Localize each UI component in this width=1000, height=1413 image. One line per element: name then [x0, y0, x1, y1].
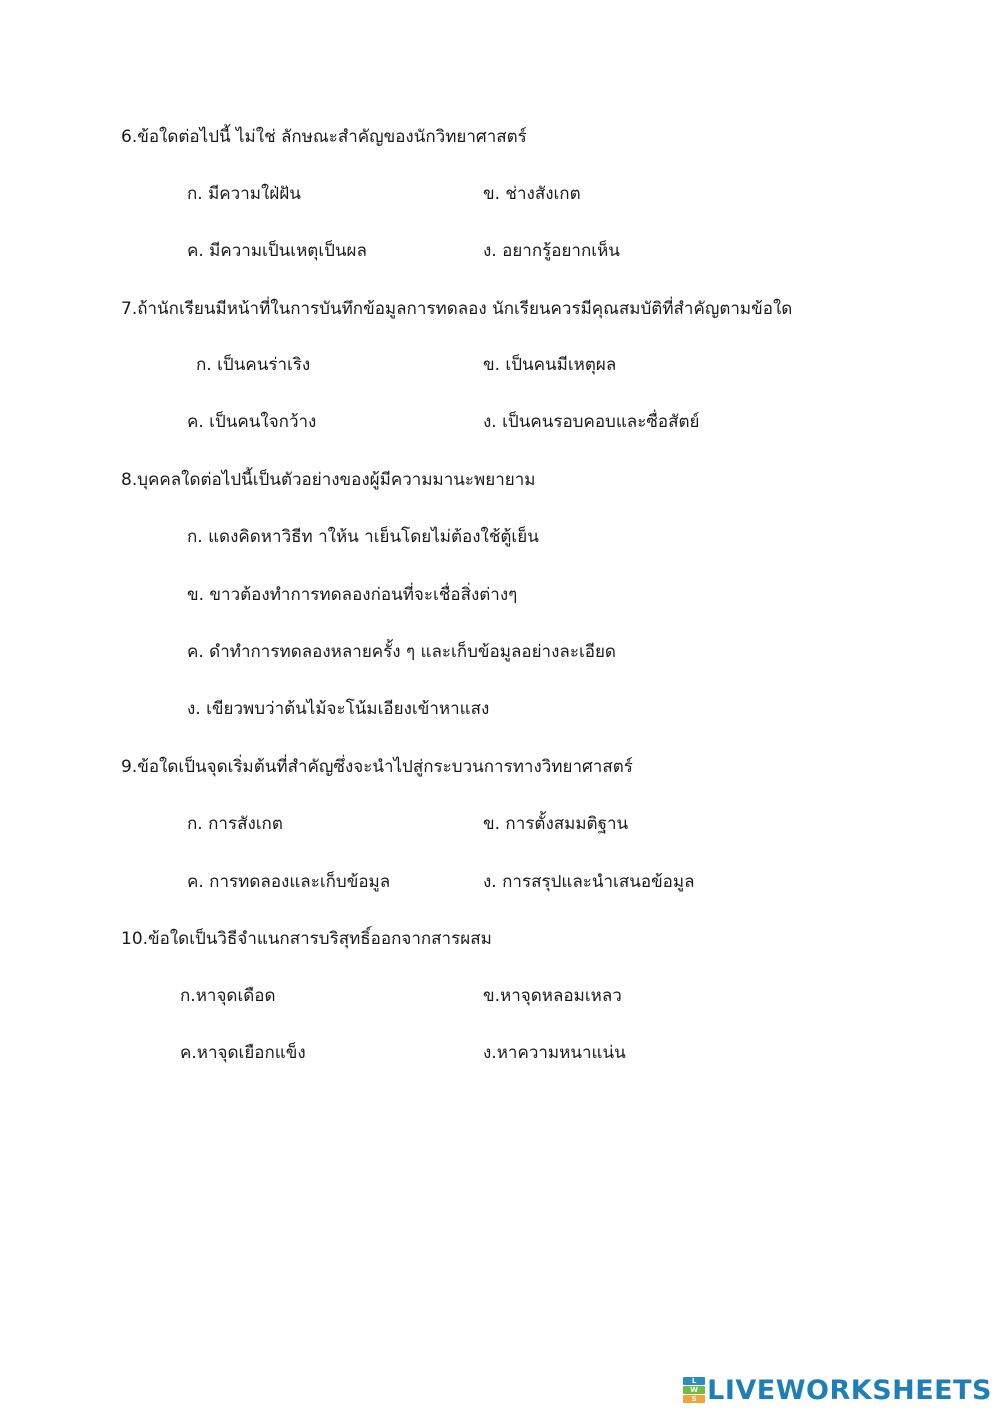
question-7-option-b[interactable]: ข. เป็นคนมีเหตุผล: [483, 355, 617, 375]
question-7-option-d[interactable]: ง. เป็นคนรอบคอบและซื่อสัตย์: [483, 412, 700, 432]
question-10-text: 10.ข้อใดเป็นวิธีจำแนกสารบริสุทธิ์ออกจากสารผสม: [121, 929, 492, 949]
question-8-option-c[interactable]: ค. ดำทำการทดลองหลายครั้ง ๆ และเก็บข้อมูลอย่างละเอียด: [187, 642, 616, 662]
question-9-text: 9.ข้อใดเป็นจุดเริ่มต้นที่สำคัญซึ่งจะนำไปสู่กระบวนการทางวิทยาศาสตร์: [121, 757, 633, 777]
question-10-option-a[interactable]: ก.หาจุดเดือด: [180, 986, 276, 1006]
question-8-option-b[interactable]: ข. ขาวต้องทำการทดลองก่อนที่จะเชื่อสิ่งต่างๆ: [187, 585, 518, 605]
liveworksheets-wordmark: LIVEWORKSHEETS: [707, 1374, 992, 1406]
question-10-option-b[interactable]: ข.หาจุดหลอมเหลว: [483, 986, 622, 1006]
question-6-option-c[interactable]: ค. มีความเป็นเหตุเป็นผล: [187, 241, 367, 261]
question-6-option-d[interactable]: ง. อยากรู้อยากเห็น: [483, 241, 620, 261]
question-7-option-a[interactable]: ก. เป็นคนร่าเริง: [196, 355, 311, 375]
question-10-option-d[interactable]: ง.หาความหนาแน่น: [483, 1043, 626, 1063]
question-9-option-b[interactable]: ข. การตั้งสมมติฐาน: [483, 814, 629, 834]
question-7-option-c[interactable]: ค. เป็นคนใจกว้าง: [187, 412, 317, 432]
question-9-option-a[interactable]: ก. การสังเกต: [187, 814, 283, 834]
question-9-option-c[interactable]: ค. การทดลองและเก็บข้อมูล: [187, 872, 391, 892]
question-6-text: 6.ข้อใดต่อไปนี้ ไม่ใช่ ลักษณะสำคัญของนักวิทยาศาสตร์: [121, 127, 527, 147]
question-6-option-a[interactable]: ก. มีความใฝ่ฝัน: [187, 184, 301, 204]
logo-letter: S: [683, 1395, 705, 1403]
logo-letter: W: [683, 1386, 705, 1394]
liveworksheets-logo-icon: [683, 1377, 705, 1403]
question-10-option-c[interactable]: ค.หาจุดเยือกแข็ง: [180, 1043, 306, 1063]
liveworksheets-watermark: [683, 1375, 992, 1405]
question-8-text: 8.บุคคลใดต่อไปนี้เป็นตัวอย่างของผู้มีความมานะพยายาม: [121, 470, 536, 490]
question-8-option-a[interactable]: ก. แดงคิดหาวิธีท าให้น าเย็นโดยไม่ต้องใช้ตู้เย็น: [187, 527, 539, 547]
question-7-text: 7.ถ้านักเรียนมีหน้าที่ในการบันทึกข้อมูลการทดลอง นักเรียนควรมีคุณสมบัติที่สำคัญตามข้อใด: [121, 299, 793, 319]
question-9-option-d[interactable]: ง. การสรุปและนำเสนอข้อมูล: [483, 872, 695, 892]
question-8-option-d[interactable]: ง. เขียวพบว่าต้นไม้จะโน้มเอียงเข้าหาแสง: [187, 699, 490, 719]
question-6-option-b[interactable]: ข. ช่างสังเกต: [483, 184, 581, 204]
logo-letter: L: [683, 1377, 705, 1385]
